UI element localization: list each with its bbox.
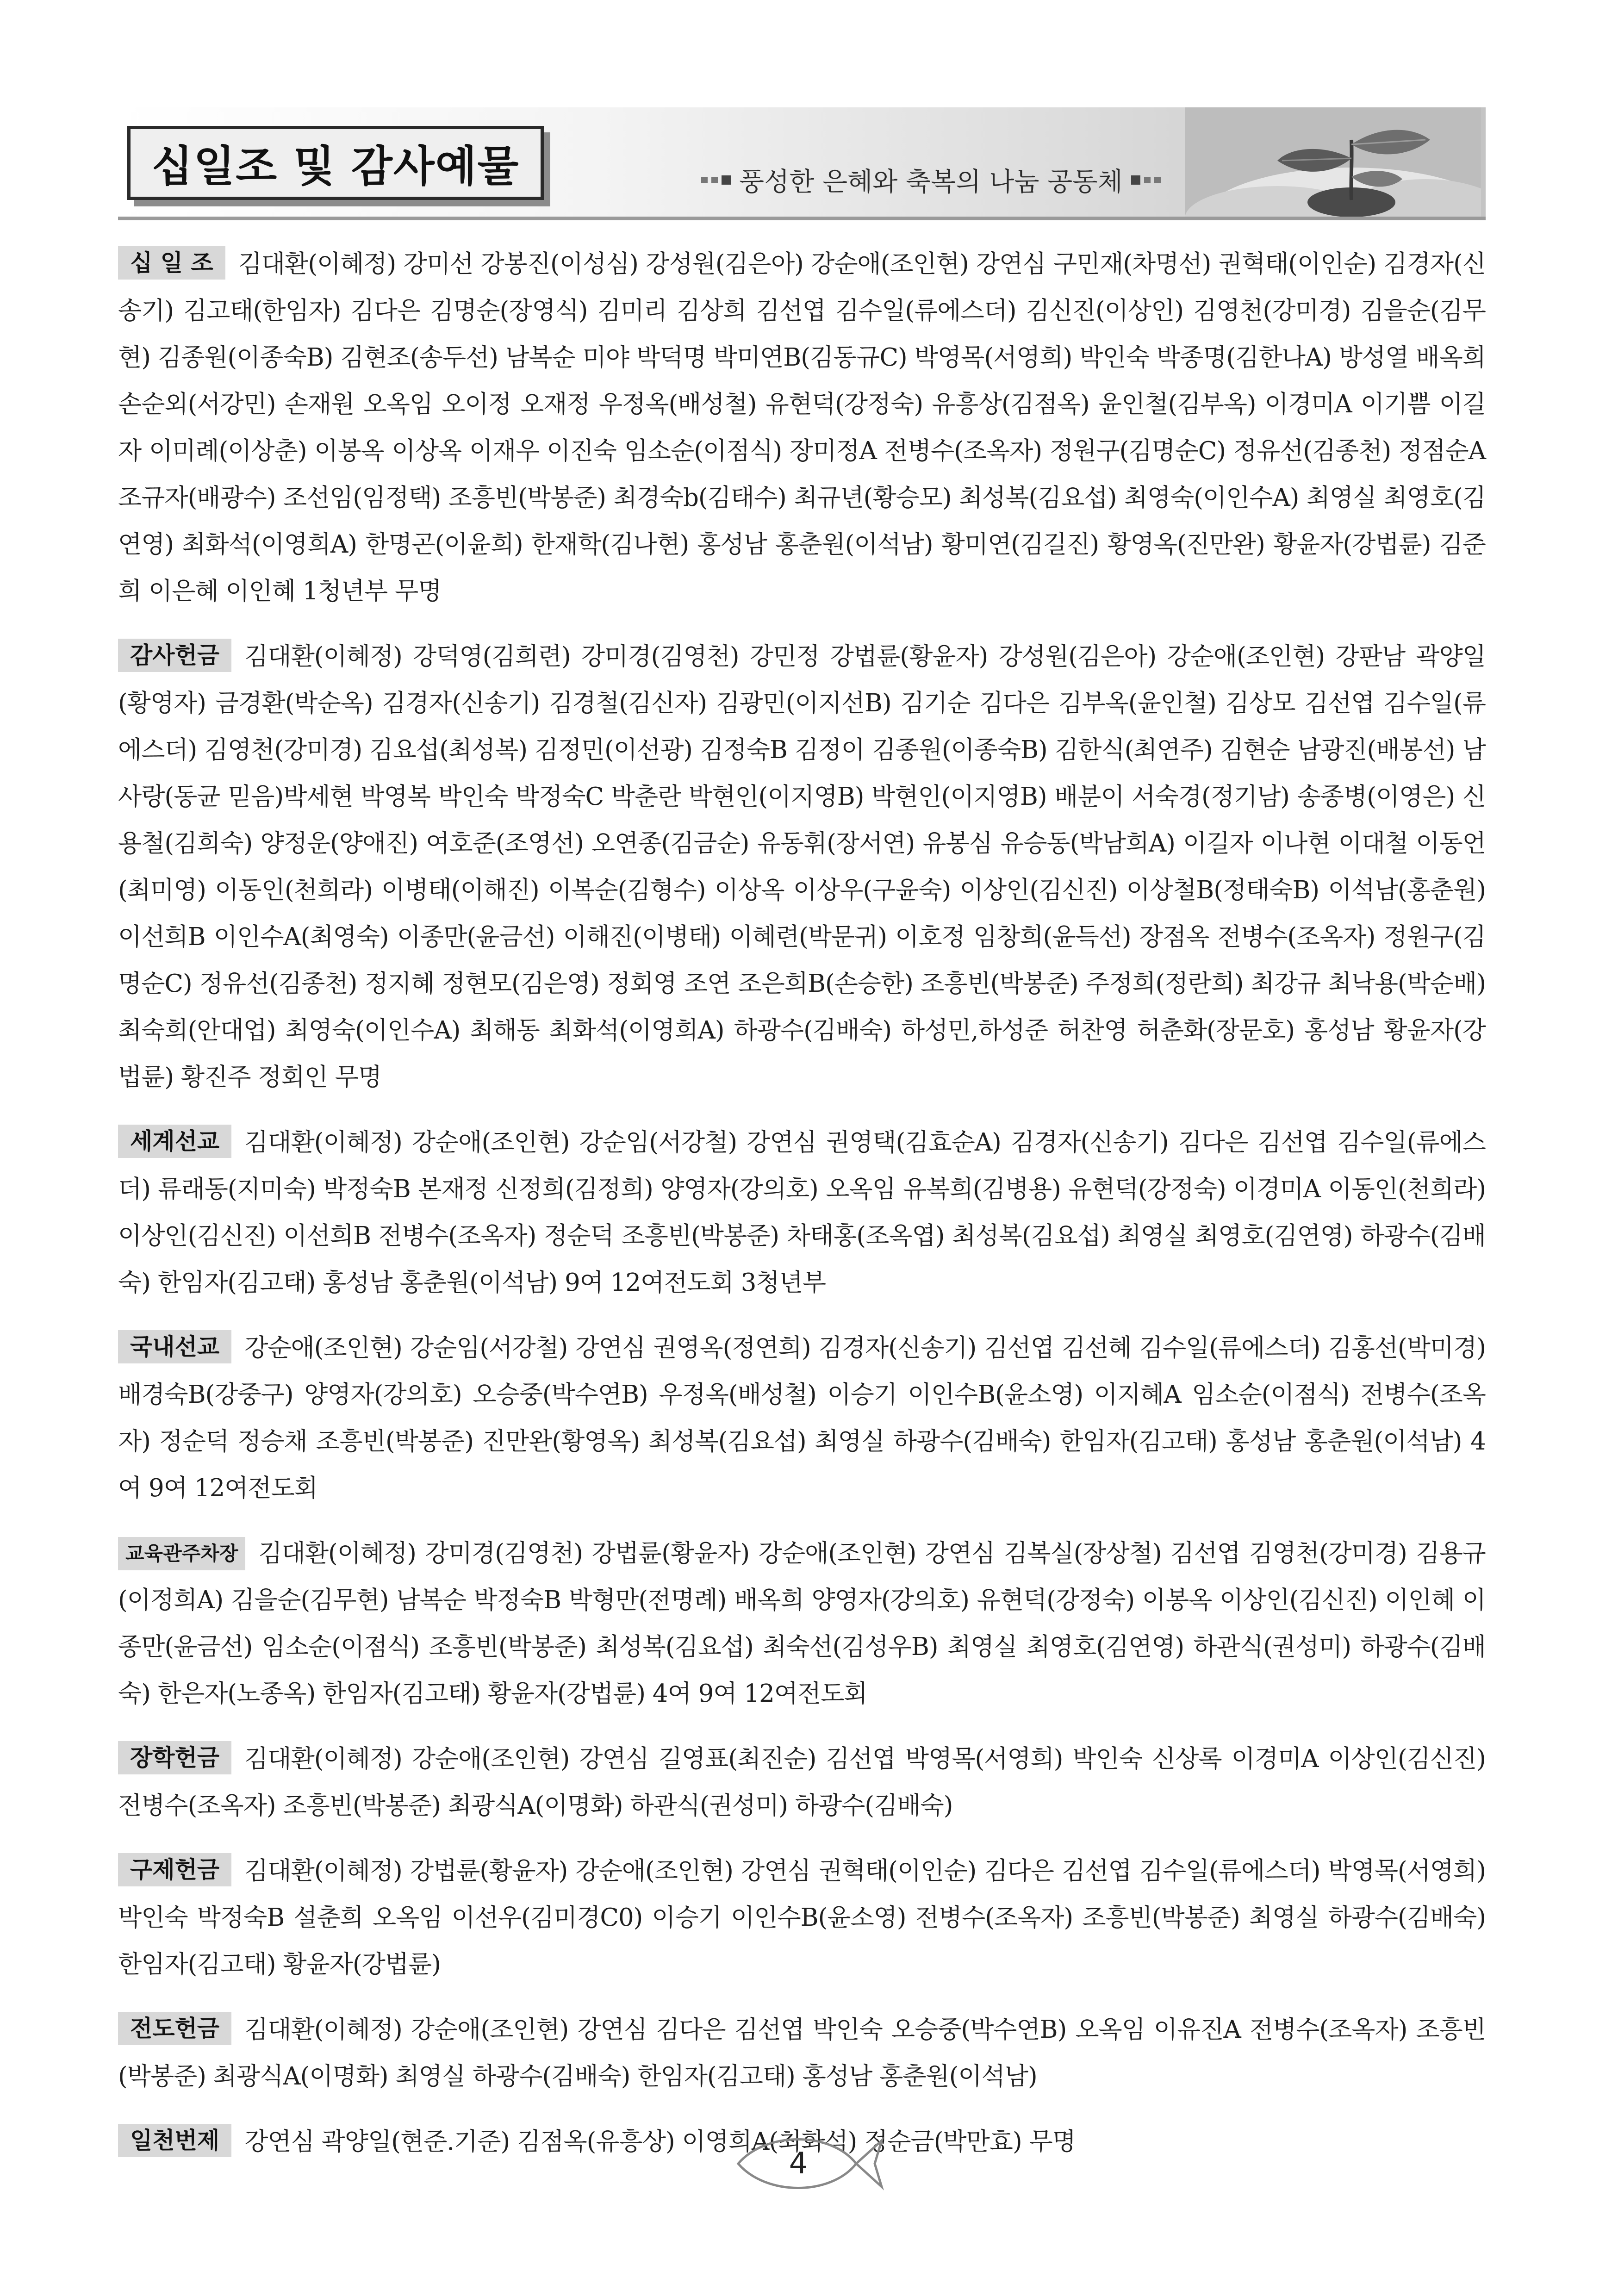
section-label: 감사헌금 (118, 639, 231, 672)
section-thanksgiving (118, 633, 1486, 1101)
section-names: 김대환(이혜정) 강법륜(황윤자) 강순애(조인현) 강연심 권혁태(이인순) 김다은 김선엽 김수일(류에스더) 박영목(서영희) 박인숙 박정숙B 설춘희 오옥임 이선우(김미경C0) 이승기 이인수B(윤소영) 전병수(조옥자) 조흥빈(박봉준) 최영실 하광수(김배숙) 한임자(김고태) 황윤자(강법륜) (118, 1857, 1486, 1979)
header-rule (118, 217, 1486, 220)
section-names: 김대환(이혜정) 강순애(조인현) 강연심 김다은 김선엽 박인숙 오승중(박수연B) 오옥임 이유진A 전병수(조옥자) 조흥빈(박봉준) 최광식A(이명화) 최영실 하광수(김배숙) 한임자(김고태) 홍성남 홍춘원(이석남) (118, 2016, 1486, 2091)
title-box (127, 126, 544, 200)
section-names: 김대환(이혜정) 강미선 강봉진(이성심) 강성원(김은아) 강순애(조인현) 강연심 구민재(차명선) 권혁태(이인순) 김경자(신송기) 김고태(한임자) 김다은 김명순(장영식) 김미리 김상희 김선엽 김수일(류에스더) 김신진(이상인) 김영천(강미경) 김을순(김무현) 김종원(이종숙B) 김현조(송두선) 남복순 미야 박덕명 박미연B(김동규C) 박영목(서영희) 박인숙 박종명(김한나A) 방성열 배옥희 손순외(서강민) 손재원 오옥임 오이정 오재정 우정옥(배성철) 유현덕(강정숙) 유흥상(김점옥) 윤인철(김부옥) 이경미A 이기쁨 이길자 이미례(이상춘) 이봉옥 이상옥 이재우 이진숙 임소순(이점식) 장미정A 전병수(조옥자) 정원구(김명순C) 정유선(김종천) 정점순A 조규자(배광수) 조선임(임정택) 조흥빈(박봉준) 최경숙b(김태수) 최규년(황승모) 최성복(김요섭) 최영숙(이인수A) 최영실 최영호(김연영) 최화석(이영희A) 한명곤(이윤희) 한재학(김나현) 홍성남 홍춘원(이석남) 황미연(김길진) 황영옥(진만완) 황윤자(강법륜) 김준희 이은혜 이인혜 1청년부 무명 (118, 250, 1486, 605)
section-names: 김대환(이혜정) 강순애(조인현) 강순임(서강철) 강연심 권영택(김효순A) 김경자(신송기) 김다은 김선엽 김수일(류에스더) 류래동(지미숙) 박정숙B 본재정 신정희(김정희) 양영자(강의호) 오옥임 유복희(김병용) 유현덕(강정숙) 이경미A 이동인(천희라) 이상인(김신진) 이선희B 전병수(조옥자) 정순덕 조흥빈(박봉준) 차태홍(조옥엽) 최성복(김요섭) 최영실 최영호(김연영) 하광수(김배숙) 한임자(김고태) 홍성남 홍춘원(이석남) 9여 12여전도회 3청년부 (118, 1128, 1486, 1297)
page-subtitle (701, 159, 1161, 201)
section-names: 김대환(이혜정) 강순애(조인현) 강연심 길영표(최진순) 김선엽 박영목(서영희) 박인숙 신상록 이경미A 이상인(김신진) 전병수(조옥자) 조흥빈(박봉준) 최광식A(이명화) 하관식(권성미) 하광수(김배숙) (118, 1745, 1486, 1820)
section-names: 강연심 곽양일(현준.기준) 김점옥(유흥상) 이영희A(최화석) 정순금(박만효) 무명 (244, 2128, 1076, 2156)
section-names: 강순애(조인현) 강순임(서강철) 강연심 권영옥(정연희) 김경자(신송기) 김선엽 김선혜 김수일(류에스더) 김홍선(박미경) 배경숙B(강중구) 양영자(강의호) 오승중(박수연B) 우정옥(배성철) 이승기 이인수B(윤소영) 이지혜A 임소순(이점식) 전병수(조옥자) 정순덕 정승채 조흥빈(박봉준) 진만완(황영옥) 최성복(김요섭) 최영실 하광수(김배숙) 한임자(김고태) 홍성남 홍춘원(이석남) 4여 9여 12여전도회 (118, 1334, 1486, 1502)
left-squares-ornament (701, 175, 731, 185)
section-label: 전도헌금 (118, 2012, 231, 2045)
page-number-block (729, 2129, 886, 2198)
page-header (118, 107, 1486, 228)
section-label: 교육관주차장 (118, 1537, 245, 1570)
subtitle-text: 풍성한 은혜와 축복의 나눔 공동체 (739, 167, 1123, 197)
section-parking-lot (118, 1530, 1486, 1717)
offering-list (118, 241, 1486, 2184)
section-label: 세계선교 (118, 1125, 231, 1158)
section-names: 김대환(이혜정) 강미경(김영천) 강법륜(황윤자) 강순애(조인현) 강연심 김복실(장상철) 김선엽 김영천(강미경) 김용규(이정희A) 김을순(김무현) 남복순 박정숙B 박형만(전명례) 배옥희 양영자(강의호) 유현덕(강정숙) 이봉옥 이상인(김신진) 이인혜 이종만(윤금선) 임소순(이점식) 조흥빈(박봉준) 최성복(김요섭) 최숙선(김성우B) 최영실 최영호(김연영) 하관식(권성미) 하광수(김배숙) 한은자(노종옥) 한임자(김고태) 황윤자(강법륜) 4여 9여 12여전도회 (118, 1539, 1486, 1708)
section-relief (118, 1848, 1486, 1988)
page-number: 4 (789, 2147, 808, 2181)
section-label: 구제헌금 (118, 1853, 231, 1886)
section-world-mission (118, 1119, 1486, 1306)
section-label: 국내선교 (118, 1330, 231, 1363)
page-title: 십일조 및 감사예물 (151, 142, 520, 191)
right-squares-ornament (1131, 175, 1161, 185)
section-label: 십 일 조 (118, 246, 225, 280)
section-tithe (118, 241, 1486, 615)
section-domestic-mission (118, 1325, 1486, 1512)
section-scholarship (118, 1736, 1486, 1829)
section-label: 장학헌금 (118, 1741, 231, 1774)
section-label: 일천번제 (118, 2124, 231, 2157)
section-names: 김대환(이혜정) 강덕영(김희련) 강미경(김영천) 강민정 강법륜(황윤자) 강성원(김은아) 강순애(조인현) 강판남 곽양일(황영자) 금경환(박순옥) 김경자(신송기) 김경철(김신자) 김광민(이지선B) 김기순 김다은 김부옥(윤인철) 김상모 김선엽 김수일(류에스더) 김영천(강미경) 김요섭(최성복) 김정민(이선광) 김정숙B 김정이 김종원(이종숙B) 김한식(최연주) 김현순 남광진(배봉선) 남사랑(동균 믿음)박세현 박영복 박인숙 박정숙C 박춘란 박현인(이지영B) 박현인(이지영B) 배분이 서숙경(정기남) 송종병(이영은) 신용철(김희숙) 양정운(양애진) 여호준(조영선) 오연종(김금순) 유동휘(장서연) 유봉심 유승동(박남희A) 이길자 이나현 이대철 이동언(최미영) 이동인(천희라) 이병태(이해진) 이복순(김형수) 이상옥 이상우(구윤숙) 이상인(김신진) 이상철B(정태숙B) 이석남(홍춘원) 이선희B 이인수A(최영숙) 이종만(윤금선) 이해진(이병태) 이혜련(박문귀) 이호정 임창희(윤득선) 장점옥 전병수(조옥자) 정원구(김명순C) 정유선(김종천) 정지혜 정현모(김은영) 정회영 조연 조은희B(손승한) 조흥빈(박봉준) 주정희(정란희) 최강규 최낙용(박순배) 최숙희(안대업) 최영숙(이인수A) 최해동 최화석(이영희A) 하광수(김배숙) 하성민,하성준 허찬영 허춘화(장문호) 홍성남 황윤자(강법륜) 황진주 정회인 무명 (118, 642, 1486, 1091)
plant-in-hands-image (1185, 107, 1481, 217)
section-evangelism (118, 2006, 1486, 2100)
